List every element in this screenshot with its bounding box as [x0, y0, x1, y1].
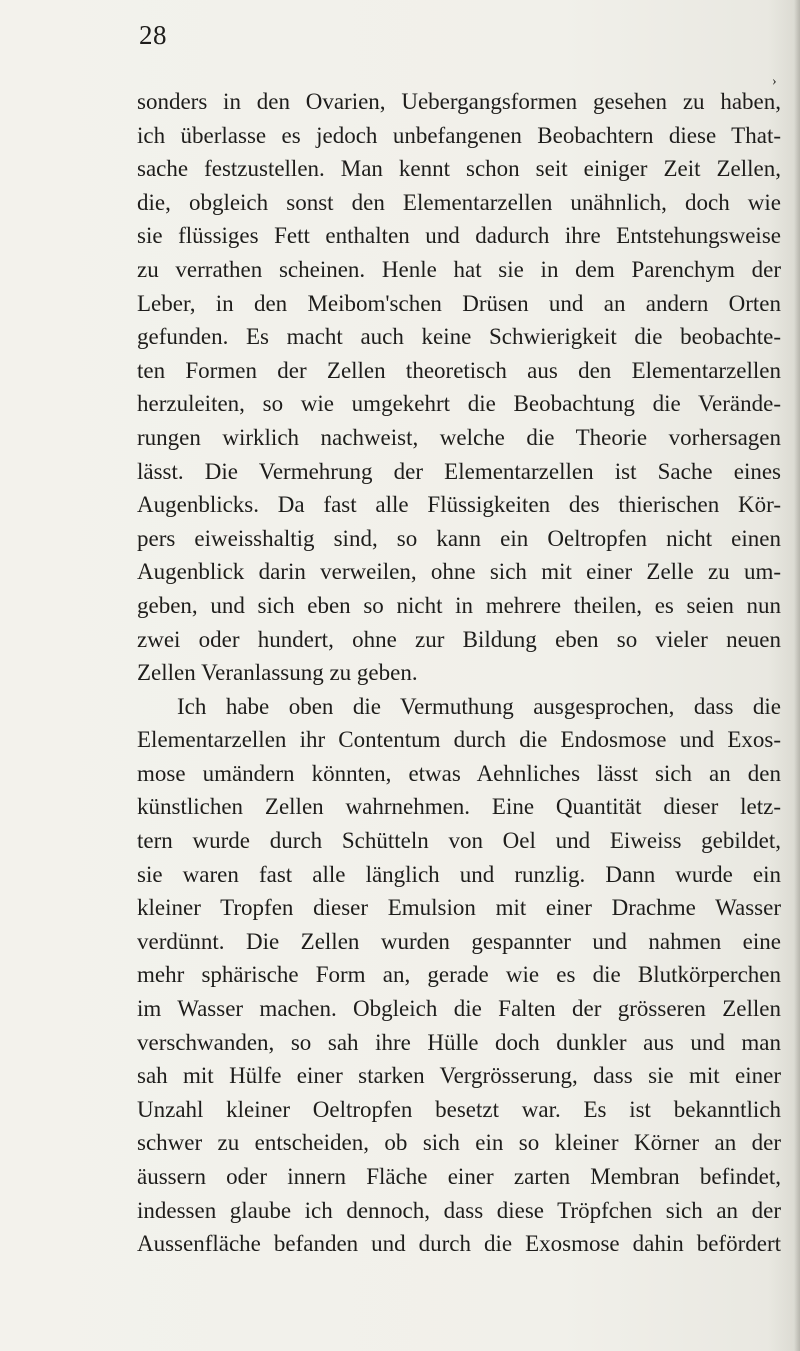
text-line: pers eiweisshaltig sind, so kann ein Oeltropfen nicht einen	[137, 525, 781, 551]
text-line: verdünnt. Die Zellen wurden gespannter und nahmen eine	[137, 928, 781, 954]
text-line: kleiner Tropfen dieser Emulsion mit einer Drachme Wasser	[137, 895, 781, 921]
text-line: rungen wirklich nachweist, welche die Theorie vorhersagen	[137, 424, 781, 450]
text-line: sah mit Hülfe einer starken Vergrösserung, dass sie mit einer	[137, 1063, 781, 1089]
text-line: Elementarzellen ihr Contentum durch die Endosmose und Exos-	[137, 727, 781, 753]
text-line: äussern oder innern Fläche einer zarten Membran befindet,	[137, 1164, 781, 1189]
text-line: Augenblick darin verweilen, ohne sich mit einer Zelle zu um-	[137, 559, 781, 585]
page-number: 28	[139, 20, 167, 50]
page-edge-shadow	[794, 0, 800, 1351]
text-line: herzuleiten, so wie umgekehrt die Beobachtung die Verände-	[137, 391, 781, 417]
text-line: ich überlasse es jedoch unbefangenen Beobachtern diese That-	[137, 122, 781, 148]
text-line: Unzahl kleiner Oeltropfen besetzt war. Es ist bekanntlich	[137, 1096, 781, 1122]
text-line: tern wurde durch Schütteln von Oel und Eiweiss gebildet,	[137, 828, 781, 854]
text-line: zwei oder hundert, ohne zur Bildung eben so vieler neuen	[137, 626, 781, 652]
text-line: geben, und sich eben so nicht in mehrere theilen, es seien nun	[137, 592, 781, 618]
text-line: verschwanden, so sah ihre Hülle doch dunkler aus und man	[137, 1029, 781, 1055]
text-line: Zellen Veranlassung zu geben.	[137, 660, 418, 686]
text-line: lässt. Die Vermehrung der Elementarzellen ist Sache eines	[137, 458, 781, 484]
text-line: sie waren fast alle länglich und runzlig. Dann wurde ein	[137, 861, 781, 887]
text-line: gefunden. Es macht auch keine Schwierigkeit die beobachte-	[137, 324, 781, 350]
text-line: mose umändern könnten, etwas Aehnliches lässt sich an den	[137, 760, 781, 786]
text-line: mehr sphärische Form an, gerade wie es die Blutkörperchen	[137, 962, 781, 988]
text-line: die, obgleich sonst den Elementarzellen unähnlich, doch wie	[137, 189, 781, 215]
text-line: im Wasser machen. Obgleich die Falten der grösseren Zellen	[137, 996, 781, 1022]
text-line: ten Formen der Zellen theoretisch aus den Elementarzellen	[137, 357, 781, 383]
text-line: Ich habe oben die Vermuthung ausgesprochen, dass die	[177, 693, 781, 719]
text-line: Augenblicks. Da fast alle Flüssigkeiten des thierischen Kör-	[137, 492, 781, 518]
text-line: Leber, in den Meibom'schen Drüsen und an andern Orten	[137, 290, 781, 316]
text-line: Aussenfläche befanden und durch die Exosmose dahin befördert	[137, 1231, 781, 1257]
text-line: indessen glaube ich dennoch, dass diese Tröpfchen sich an der	[137, 1197, 781, 1223]
text-line: sache festzustellen. Man kennt schon seit einiger Zeit Zellen,	[137, 156, 781, 182]
text-line: schwer zu entscheiden, ob sich ein so kleiner Körner an der	[137, 1130, 781, 1156]
margin-mark: ›	[772, 74, 777, 89]
text-line: künstlichen Zellen wahrnehmen. Eine Quantität dieser letz-	[137, 794, 781, 820]
text-line: zu verrathen scheinen. Henle hat sie in dem Parenchym der	[137, 256, 781, 282]
text-line: sonders in den Ovarien, Uebergangsformen gesehen zu haben,	[137, 89, 781, 114]
text-line: sie flüssiges Fett enthalten und dadurch ihre Entstehungsweise	[137, 223, 781, 249]
body-text	[137, 85, 781, 1261]
